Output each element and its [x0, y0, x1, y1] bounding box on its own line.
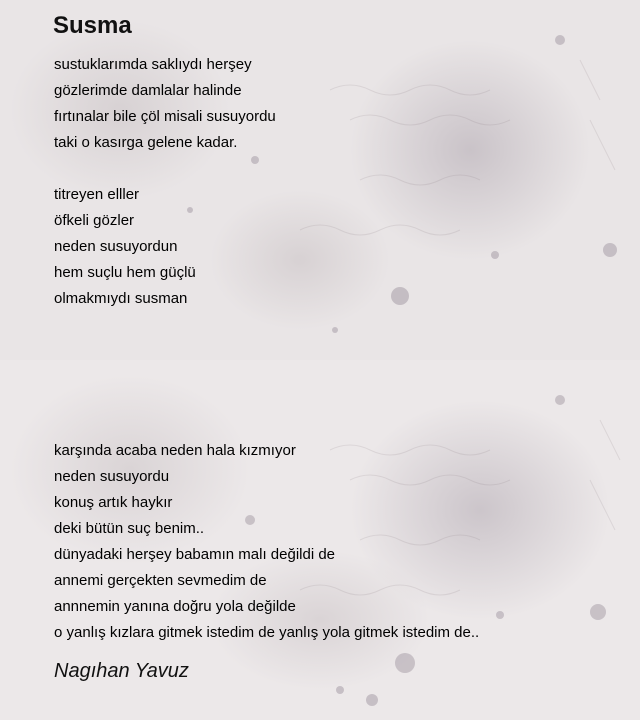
poem-line: annnemin yanına doğru yola değilde	[54, 598, 296, 615]
poem-line: konuş artık haykır	[54, 494, 173, 511]
poem-line: fırtınalar bile çöl misali susuyordu	[54, 108, 276, 125]
poem-line: taki o kasırga gelene kadar.	[54, 134, 238, 151]
poem-line: sustuklarımda saklıydı herşey	[54, 56, 252, 73]
stanza-2	[54, 182, 196, 312]
poem-title: Susma	[53, 12, 132, 39]
poem-line: neden susuyordu	[54, 468, 170, 485]
poem-line: deki bütün suç benim..	[54, 520, 205, 537]
poem-line: titreyen elller	[54, 186, 140, 203]
poem-line: annemi gerçekten sevmedim de	[54, 572, 267, 589]
poem-line: o yanlış kızlara gitmek istedim de yanlış yola gitmek istedim de..	[54, 624, 480, 641]
poem-line: olmakmıydı susman	[54, 290, 188, 307]
stanza-1	[54, 52, 276, 156]
stanza-3	[54, 438, 479, 646]
poem-line: gözlerimde damlalar halinde	[54, 82, 242, 99]
poem-line: dünyadaki herşey babamın malı değildi de	[54, 546, 336, 563]
poem-line: öfkeli gözler	[54, 212, 135, 229]
poem-author: Nagıhan Yavuz	[54, 660, 189, 682]
poem-line: neden susuyordun	[54, 238, 178, 255]
poem-line: hem suçlu hem güçlü	[54, 264, 196, 281]
poem-line: karşında acaba neden hala kızmıyor	[54, 442, 296, 459]
